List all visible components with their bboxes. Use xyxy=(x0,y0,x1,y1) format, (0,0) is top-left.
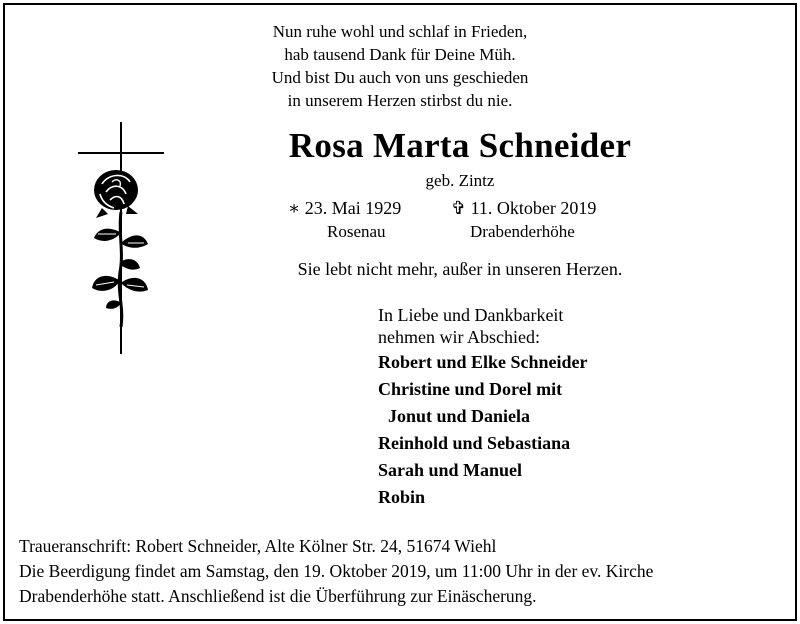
farewell-line: nehmen wir Abschied: xyxy=(378,327,540,347)
mourners-list xyxy=(378,349,588,511)
death-place: Drabenderhöhe xyxy=(470,222,575,241)
footer-info xyxy=(19,534,653,609)
mourner: Jonut und Daniela xyxy=(388,406,531,426)
mourner: Robin xyxy=(378,487,426,507)
memorial-quote: Sie lebt nicht mehr, außer in unseren Herzen. xyxy=(297,259,623,279)
maiden-name: geb. Zintz xyxy=(425,171,495,190)
poem xyxy=(230,20,570,112)
cross-with-rose-icon xyxy=(72,122,172,362)
mourner: Reinhold und Sebastiana xyxy=(378,433,571,453)
farewell-line: In Liebe und Dankbarkeit xyxy=(378,305,564,325)
mourner: Robert und Elke Schneider xyxy=(378,352,588,372)
deceased-name: Rosa Marta Schneider xyxy=(288,126,632,165)
poem-line: Und bist Du auch von uns geschieden xyxy=(271,68,529,87)
funeral-details: Die Beerdigung findet am Samstag, den 19. Oktober 2019, um 11:00 Uhr in der ev. Kirche xyxy=(19,561,654,581)
poem-line: Nun ruhe wohl und schlaf in Frieden, xyxy=(272,22,528,41)
poem-line: hab tausend Dank für Deine Müh. xyxy=(284,45,516,64)
farewell-text xyxy=(378,304,563,348)
mourner: Sarah und Manuel xyxy=(378,460,523,480)
funeral-details: Drabenderhöhe statt. Anschließend ist die Überführung zur Einäscherung. xyxy=(19,586,537,606)
death-date: ✞ 11. Oktober 2019 xyxy=(451,198,597,218)
birth-date: ∗ 23. Mai 1929 xyxy=(288,198,402,218)
condolence-address: Traueranschrift: Robert Schneider, Alte Kölner Str. 24, 51674 Wiehl xyxy=(19,536,497,556)
mourner: Christine und Dorel mit xyxy=(378,379,563,399)
birth-place: Rosenau xyxy=(327,222,386,241)
poem-line: in unserem Herzen stirbst du nie. xyxy=(287,91,513,110)
